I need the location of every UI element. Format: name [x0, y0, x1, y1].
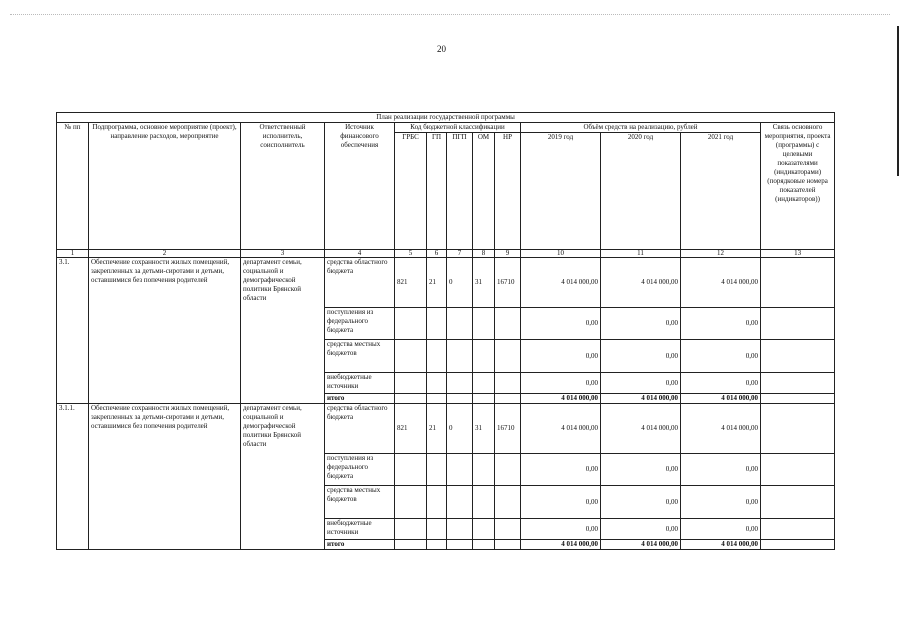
code-pgp: [447, 486, 473, 519]
code-pgp: [447, 519, 473, 540]
item-responsible: департамент семьи, социальной и демографической политики Брянской области: [241, 404, 325, 550]
header-source: Источник финансового обеспечения: [325, 123, 395, 250]
empty-code-cell: [473, 394, 495, 404]
code-np: [495, 308, 521, 340]
header-om: ОМ: [473, 133, 495, 250]
code-np: [495, 519, 521, 540]
funding-source: внебюджетные источники: [325, 519, 395, 540]
link-cell: [761, 486, 835, 519]
scan-edge-mark: [897, 26, 899, 176]
empty-code-cell: [447, 540, 473, 550]
link-cell: [761, 394, 835, 404]
item-responsible: департамент семьи, социальной и демографической политики Брянской области: [241, 258, 325, 404]
funding-source: средства областного бюджета: [325, 258, 395, 308]
link-cell: [761, 519, 835, 540]
amount-2021: 0,00: [681, 519, 761, 540]
code-grbs: 821: [395, 404, 427, 454]
code-pgp: [447, 308, 473, 340]
table-row: [57, 404, 835, 454]
code-grbs: [395, 308, 427, 340]
empty-code-cell: [395, 394, 427, 404]
code-np: 16710: [495, 258, 521, 308]
empty-code-cell: [473, 540, 495, 550]
amount-2020: 0,00: [601, 486, 681, 519]
code-pgp: [447, 454, 473, 486]
code-gp: [427, 308, 447, 340]
link-cell: [761, 308, 835, 340]
amount-2019: 0,00: [521, 308, 601, 340]
header-grbs: ГРБС: [395, 133, 427, 250]
empty-code-cell: [427, 540, 447, 550]
total-2019: 4 014 000,00: [521, 394, 601, 404]
code-pgp: 0: [447, 404, 473, 454]
code-grbs: [395, 486, 427, 519]
funding-source: средства местных бюджетов: [325, 486, 395, 519]
table-row: [57, 258, 835, 308]
link-cell: [761, 340, 835, 373]
empty-code-cell: [427, 394, 447, 404]
column-number: 12: [681, 250, 761, 258]
amount-2020: 0,00: [601, 519, 681, 540]
scan-top-dotted-line: [10, 14, 890, 16]
header-num: № пп: [57, 123, 89, 250]
amount-2020: 0,00: [601, 454, 681, 486]
amount-2021: 0,00: [681, 486, 761, 519]
total-2020: 4 014 000,00: [601, 394, 681, 404]
code-np: [495, 454, 521, 486]
code-np: [495, 340, 521, 373]
amount-2021: 0,00: [681, 308, 761, 340]
code-om: 31: [473, 258, 495, 308]
link-cell: [761, 373, 835, 394]
column-number: 13: [761, 250, 835, 258]
item-name: Обеспечение сохранности жилых помещений, закрепленных за детьми-сиротами и детьми, оставшимися без попечения родителей: [89, 404, 241, 550]
link-cell: [761, 404, 835, 454]
total-2020: 4 014 000,00: [601, 540, 681, 550]
program-plan-table: [56, 112, 835, 550]
column-number: 5: [395, 250, 427, 258]
code-om: 31: [473, 404, 495, 454]
amount-2021: 0,00: [681, 373, 761, 394]
funding-source: поступления из федерального бюджета: [325, 308, 395, 340]
column-number: 3: [241, 250, 325, 258]
column-number: 4: [325, 250, 395, 258]
amount-2019: 4 014 000,00: [521, 404, 601, 454]
column-number: 8: [473, 250, 495, 258]
code-pgp: [447, 340, 473, 373]
code-om: [473, 373, 495, 394]
code-om: [473, 454, 495, 486]
code-grbs: [395, 454, 427, 486]
amount-2019: 0,00: [521, 373, 601, 394]
header-2021: 2021 год: [681, 133, 761, 250]
code-om: [473, 340, 495, 373]
item-number: 3.1.: [57, 258, 89, 404]
amount-2021: 4 014 000,00: [681, 258, 761, 308]
code-np: [495, 373, 521, 394]
empty-code-cell: [495, 394, 521, 404]
code-om: [473, 308, 495, 340]
code-gp: [427, 454, 447, 486]
amount-2020: 0,00: [601, 340, 681, 373]
amount-2019: 0,00: [521, 454, 601, 486]
amount-2020: 4 014 000,00: [601, 258, 681, 308]
header-subprogram: Подпрограмма, основное мероприятие (проект), направление расходов, мероприятие: [89, 123, 241, 250]
total-label: итого: [325, 394, 395, 404]
column-number: 11: [601, 250, 681, 258]
code-grbs: [395, 519, 427, 540]
header-np: НР: [495, 133, 521, 250]
amount-2021: 0,00: [681, 454, 761, 486]
header-2019: 2019 год: [521, 133, 601, 250]
empty-code-cell: [395, 540, 427, 550]
total-label: итого: [325, 540, 395, 550]
amount-2019: 0,00: [521, 340, 601, 373]
funding-source: средства областного бюджета: [325, 404, 395, 454]
total-2021: 4 014 000,00: [681, 540, 761, 550]
amount-2021: 4 014 000,00: [681, 404, 761, 454]
code-np: [495, 486, 521, 519]
item-number: 3.1.1.: [57, 404, 89, 550]
amount-2021: 0,00: [681, 340, 761, 373]
column-number: 1: [57, 250, 89, 258]
column-number: 10: [521, 250, 601, 258]
header-budget-code: Код бюджетной классификации: [395, 123, 521, 133]
item-name: Обеспечение сохранности жилых помещений, закрепленных за детьми-сиротами и детьми, оставшимися без попечения родителей: [89, 258, 241, 404]
funding-source: поступления из федерального бюджета: [325, 454, 395, 486]
total-2019: 4 014 000,00: [521, 540, 601, 550]
code-gp: 21: [427, 258, 447, 308]
amount-2019: 4 014 000,00: [521, 258, 601, 308]
table-title: План реализации государственной программы: [57, 113, 835, 123]
header-pgp: ПГП: [447, 133, 473, 250]
column-number: 7: [447, 250, 473, 258]
code-grbs: [395, 373, 427, 394]
column-numbers-row: [57, 250, 835, 258]
amount-2019: 0,00: [521, 486, 601, 519]
code-gp: 21: [427, 404, 447, 454]
code-gp: [427, 340, 447, 373]
code-om: [473, 519, 495, 540]
funding-source: внебюджетные источники: [325, 373, 395, 394]
amount-2020: 0,00: [601, 308, 681, 340]
empty-code-cell: [495, 540, 521, 550]
total-2021: 4 014 000,00: [681, 394, 761, 404]
header-link: Связь основного мероприятия, проекта (программы) с целевыми показателями (индикаторами) (порядковые номера показателей (индикаторов)): [761, 123, 835, 250]
code-gp: [427, 486, 447, 519]
page-number: 20: [437, 44, 446, 54]
code-gp: [427, 519, 447, 540]
link-cell: [761, 454, 835, 486]
amount-2019: 0,00: [521, 519, 601, 540]
code-gp: [427, 373, 447, 394]
header-amount: Объём средств на реализацию, рублей: [521, 123, 761, 133]
amount-2020: 0,00: [601, 373, 681, 394]
amount-2020: 4 014 000,00: [601, 404, 681, 454]
code-np: 16710: [495, 404, 521, 454]
code-grbs: 821: [395, 258, 427, 308]
code-pgp: [447, 373, 473, 394]
column-number: 6: [427, 250, 447, 258]
code-pgp: 0: [447, 258, 473, 308]
link-cell: [761, 258, 835, 308]
header-gp: ГП: [427, 133, 447, 250]
empty-code-cell: [447, 394, 473, 404]
link-cell: [761, 540, 835, 550]
code-grbs: [395, 340, 427, 373]
header-2020: 2020 год: [601, 133, 681, 250]
code-om: [473, 486, 495, 519]
header-responsible: Ответственный исполнитель, соисполнитель: [241, 123, 325, 250]
column-number: 2: [89, 250, 241, 258]
funding-source: средства местных бюджетов: [325, 340, 395, 373]
column-number: 9: [495, 250, 521, 258]
